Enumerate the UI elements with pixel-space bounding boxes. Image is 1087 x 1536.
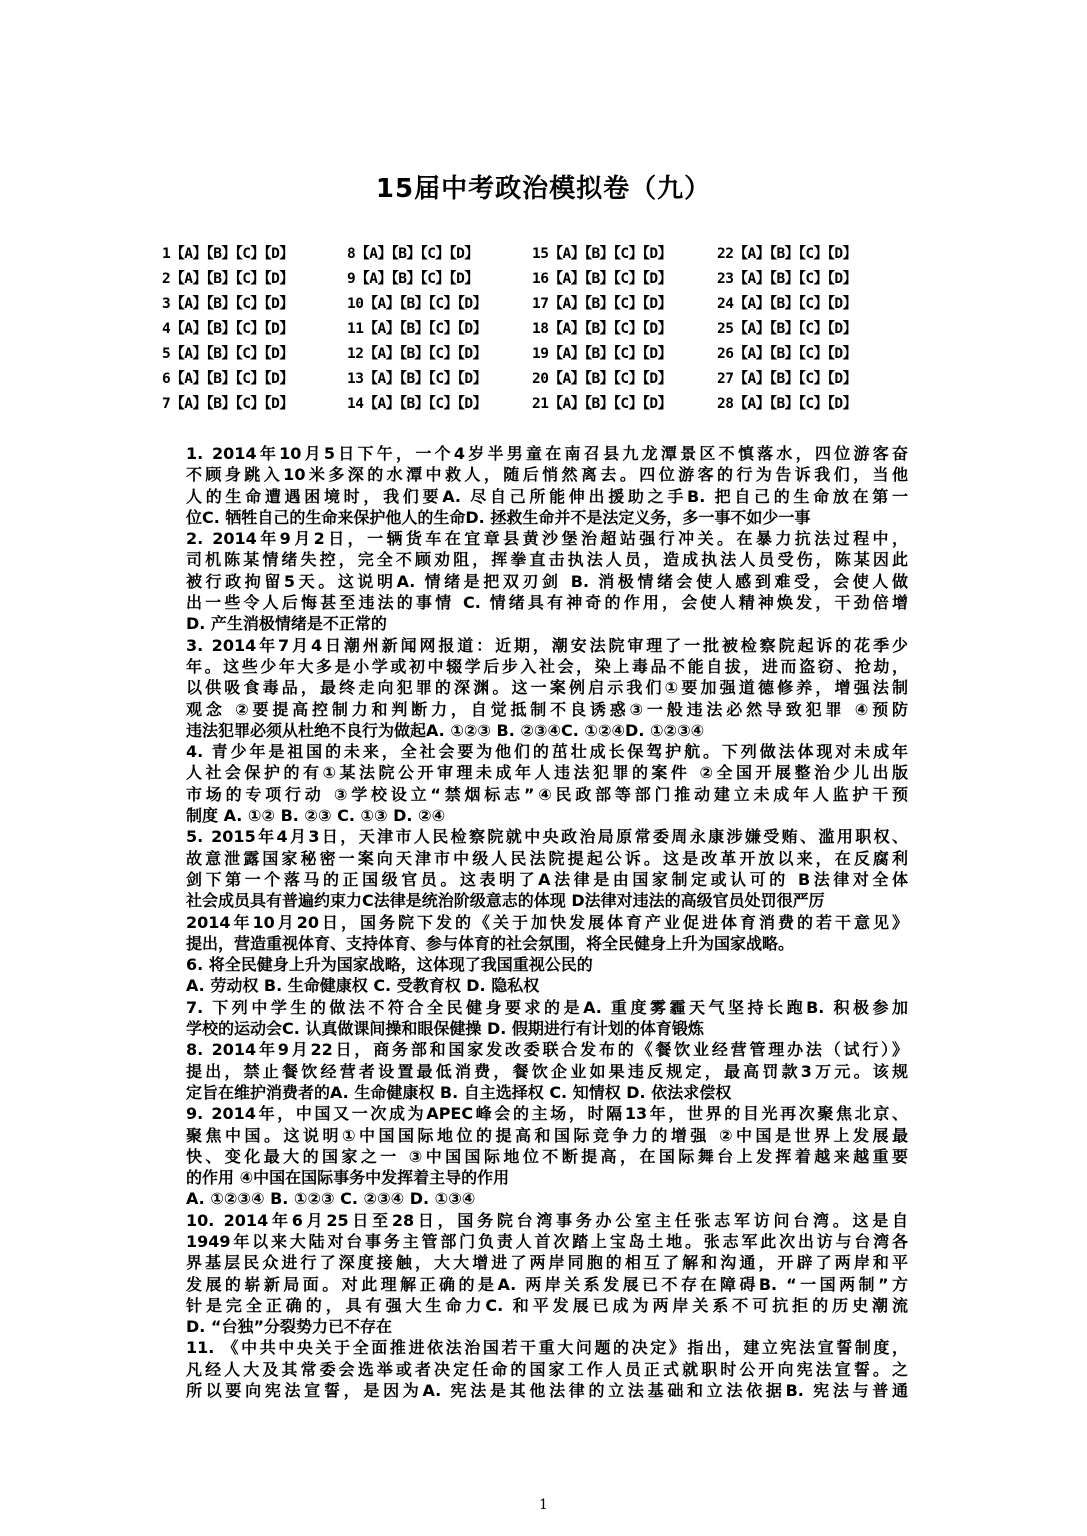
answer-choice-cell[interactable]: 26【A】【B】【C】【D】 [717, 346, 857, 362]
text-line: 司机陈某情绪失控，完全不顾劝阻，挥拳直击执法人员，造成执法人员受伤，陈某因此 [186, 550, 908, 570]
text-line: 针是完全正确的，具有强大生命力C. 和平发展已成为两岸关系不可抗拒的历史潮流 [186, 1295, 908, 1315]
text-line: 8. 2014年9月22日，商务部和国家发改委联合发布的《餐饮业经营管理办法（试行）》 [186, 1040, 908, 1060]
page-number: 1 [539, 1497, 548, 1513]
text-line: 市场的专项行动 ③学校设立“禁烟标志”④民政部等部门推动建立未成年人监护干预 [186, 784, 908, 804]
text-line: 发展的崭新局面。对此理解正确的是A. 两岸关系发展已不存在障碍B. “一国两制”方 [186, 1274, 908, 1294]
text-line: 10. 2014年6月25日至28日，国务院台湾事务办公室主任张志军访问台湾。这是自 [186, 1210, 908, 1230]
text-line: D. 产生消极情绪是不正常的 [186, 614, 387, 634]
answer-choice-cell[interactable]: 19【A】【B】【C】【D】 [532, 346, 672, 362]
text-line: 违法犯罪必须从杜绝不良行为做起A. ①②③ B. ②③④C. ①②④D. ①②③④ [186, 720, 705, 740]
answer-choice-cell[interactable]: 10【A】【B】【C】【D】 [347, 296, 487, 312]
answer-row [162, 290, 902, 315]
answer-choice-cell[interactable]: 22【A】【B】【C】【D】 [717, 246, 857, 262]
text-line: 以供吸食毒品，最终走向犯罪的深渊。这一案例启示我们①要加强道德修养，增强法制 [186, 678, 908, 698]
answer-sheet-grid [162, 240, 902, 415]
answer-choice-cell[interactable]: 12【A】【B】【C】【D】 [347, 346, 487, 362]
text-line: 6. 将全民健身上升为国家战略，这体现了我国重视公民的 [186, 955, 593, 975]
page-title: 15届中考政治模拟卷（九） [375, 174, 712, 204]
answer-choice-cell[interactable]: 4【A】【B】【C】【D】 [162, 321, 294, 337]
answer-choice-cell[interactable]: 21【A】【B】【C】【D】 [532, 396, 672, 412]
text-line: 学校的运动会C. 认真做课间操和眼保健操 D. 假期进行有计划的体育锻炼 [186, 1019, 704, 1039]
answer-choice-cell[interactable]: 3【A】【B】【C】【D】 [162, 296, 294, 312]
text-line: 2. 2014年9月2日，一辆货车在宜章县黄沙堡治超站强行冲关。在暴力抗法过程中， [186, 529, 908, 549]
answer-choice-cell[interactable]: 6【A】【B】【C】【D】 [162, 371, 294, 387]
answer-choice-cell[interactable]: 23【A】【B】【C】【D】 [717, 271, 857, 287]
text-line: 社会成员具有普遍约束力C法律是统治阶级意志的体现 D法律对违法的高级官员处罚很严厉 [186, 891, 825, 911]
answer-row [162, 240, 902, 265]
text-line: 7. 下列中学生的做法不符合全民健身要求的是A. 重度雾霾天气坚持长跑B. 积极参加 [186, 997, 908, 1017]
text-line: 观念 ②要提高控制力和判断力，自觉抵制不良诱惑③一般违法必然导致犯罪 ④预防 [186, 699, 908, 719]
text-line: 提出，营造重视体育、支持体育、参与体育的社会氛围，将全民健身上升为国家战略。 [186, 933, 795, 953]
answer-choice-cell[interactable]: 2【A】【B】【C】【D】 [162, 271, 294, 287]
text-line: 快、变化最大的国家之一 ③中国国际地位不断提高，在国际舞台上发挥着越来越重要 [186, 1146, 908, 1166]
answer-choice-cell[interactable]: 28【A】【B】【C】【D】 [717, 396, 857, 412]
text-line: 提出，禁止餐饮经营者设置最低消费，餐饮企业如果违反规定，最高罚款3万元。该规 [186, 1061, 908, 1081]
answer-choice-cell[interactable]: 7【A】【B】【C】【D】 [162, 396, 294, 412]
text-line: 的作用 ④中国在国际事务中发挥着主导的作用 [186, 1168, 510, 1188]
text-line: 定旨在维护消费者的A. 生命健康权 B. 自主选择权 C. 知情权 D. 依法求偿权 [186, 1082, 732, 1102]
text-line: 所以要向宪法宣誓，是因为A. 宪法是其他法律的立法基础和立法依据B. 宪法与普通 [186, 1381, 908, 1401]
answer-row [162, 365, 902, 390]
answer-row [162, 315, 902, 340]
text-line: 4. 青少年是祖国的未来，全社会要为他们的茁壮成长保驾护航。下列做法体现对未成年 [186, 742, 908, 762]
question-text-body [186, 443, 908, 1401]
text-line: 聚焦中国。这说明①中国国际地位的提高和国际竞争力的增强 ②中国是世界上发展最 [186, 1125, 908, 1145]
text-line: 1. 2014年10月5日下午，一个4岁半男童在南召县九龙潭景区不慎落水，四位游客奋 [186, 444, 908, 463]
text-line: 年。这些少年大多是小学或初中辍学后步入社会，染上毒品不能自拔，进而盗窃、抢劫， [186, 656, 908, 676]
answer-choice-cell[interactable]: 8【A】【B】【C】【D】 [347, 246, 479, 262]
answer-choice-cell[interactable]: 25【A】【B】【C】【D】 [717, 321, 857, 337]
answer-choice-cell[interactable]: 1【A】【B】【C】【D】 [162, 246, 294, 262]
text-line: 位C. 牺牲自己的生命来保护他人的生命D. 拯救生命并不是法定义务，多一事不如少一事 [186, 507, 811, 527]
answer-choice-cell[interactable]: 15【A】【B】【C】【D】 [532, 246, 672, 262]
answer-choice-cell[interactable]: 14【A】【B】【C】【D】 [347, 396, 487, 412]
answer-choice-cell[interactable]: 11【A】【B】【C】【D】 [347, 321, 487, 337]
answer-row [162, 390, 902, 415]
text-line: A. 劳动权 B. 生命健康权 C. 受教育权 D. 隐私权 [186, 976, 540, 996]
text-line: 1949年以来大陆对台事务主管部门负责人首次踏上宝岛土地。张志军此次出访与台湾各 [186, 1231, 908, 1251]
text-line: 3. 2014年7月4日潮州新闻网报道：近期，潮安法院审理了一批被检察院起诉的花季少 [186, 635, 908, 655]
text-line: 出一些令人后悔甚至违法的事情 C. 情绪具有神奇的作用，会使人精神焕发，干劲倍增 [186, 593, 908, 613]
answer-choice-cell[interactable]: 9【A】【B】【C】【D】 [347, 271, 479, 287]
answer-row [162, 265, 902, 290]
answer-choice-cell[interactable]: 18【A】【B】【C】【D】 [532, 321, 672, 337]
text-line: D. “台独”分裂势力已不存在 [186, 1317, 392, 1337]
text-line: 2014年10月20日，国务院下发的《关于加快发展体育产业促进体育消费的若干意见》 [186, 912, 908, 932]
text-line: 9. 2014年，中国又一次成为APEC峰会的主场，时隔13年，世界的目光再次聚焦北京、 [186, 1104, 908, 1124]
text-line: 人的生命遭遇困境时，我们要A. 尽自己所能伸出援助之手B. 把自己的生命放在第一 [186, 486, 908, 506]
text-line: 11. 《中共中央关于全面推进依法治国若干重大问题的决定》指出，建立宪法宣誓制度， [186, 1338, 908, 1358]
answer-choice-cell[interactable]: 16【A】【B】【C】【D】 [532, 271, 672, 287]
text-line: 制度 A. ①② B. ②③ C. ①③ D. ②④ [186, 806, 446, 826]
text-line: 不顾身跳入10米多深的水潭中救人，随后悄然离去。四位游客的行为告诉我们，当他 [186, 465, 908, 485]
text-line: 凡经人大及其常委会选举或者决定任命的国家工作人员正式就职时公开向宪法宣誓。之 [186, 1359, 908, 1379]
text-line: 5. 2015年4月3日，天津市人民检察院就中央政治局原常委周永康涉嫌受贿、滥用职权、 [186, 827, 908, 847]
answer-choice-cell[interactable]: 17【A】【B】【C】【D】 [532, 296, 672, 312]
answer-choice-cell[interactable]: 20【A】【B】【C】【D】 [532, 371, 672, 387]
text-line: 人社会保护的有①某法院公开审理未成年人违法犯罪的案件 ②全国开展整治少儿出版 [186, 763, 908, 783]
answer-choice-cell[interactable]: 27【A】【B】【C】【D】 [717, 371, 857, 387]
answer-choice-cell[interactable]: 13【A】【B】【C】【D】 [347, 371, 487, 387]
text-line: A. ①②③④ B. ①②③ C. ②③④ D. ①③④ [186, 1189, 476, 1209]
text-line: 故意泄露国家秘密一案向天津市中级人民法院提起公诉。这是改革开放以来，在反腐利 [186, 848, 908, 868]
answer-choice-cell[interactable]: 5【A】【B】【C】【D】 [162, 346, 294, 362]
text-line: 界基层民众进行了深度接触，大大增进了两岸同胞的相互了解和沟通，开辟了两岸和平 [186, 1253, 908, 1273]
text-line: 剑下第一个落马的正国级官员。这表明了A法律是由国家制定或认可的 B法律对全体 [186, 869, 908, 889]
text-line: 被行政拘留5天。这说明A. 情绪是把双刃剑 B. 消极情绪会使人感到难受，会使人做 [186, 571, 908, 591]
answer-row [162, 340, 902, 365]
answer-choice-cell[interactable]: 24【A】【B】【C】【D】 [717, 296, 857, 312]
